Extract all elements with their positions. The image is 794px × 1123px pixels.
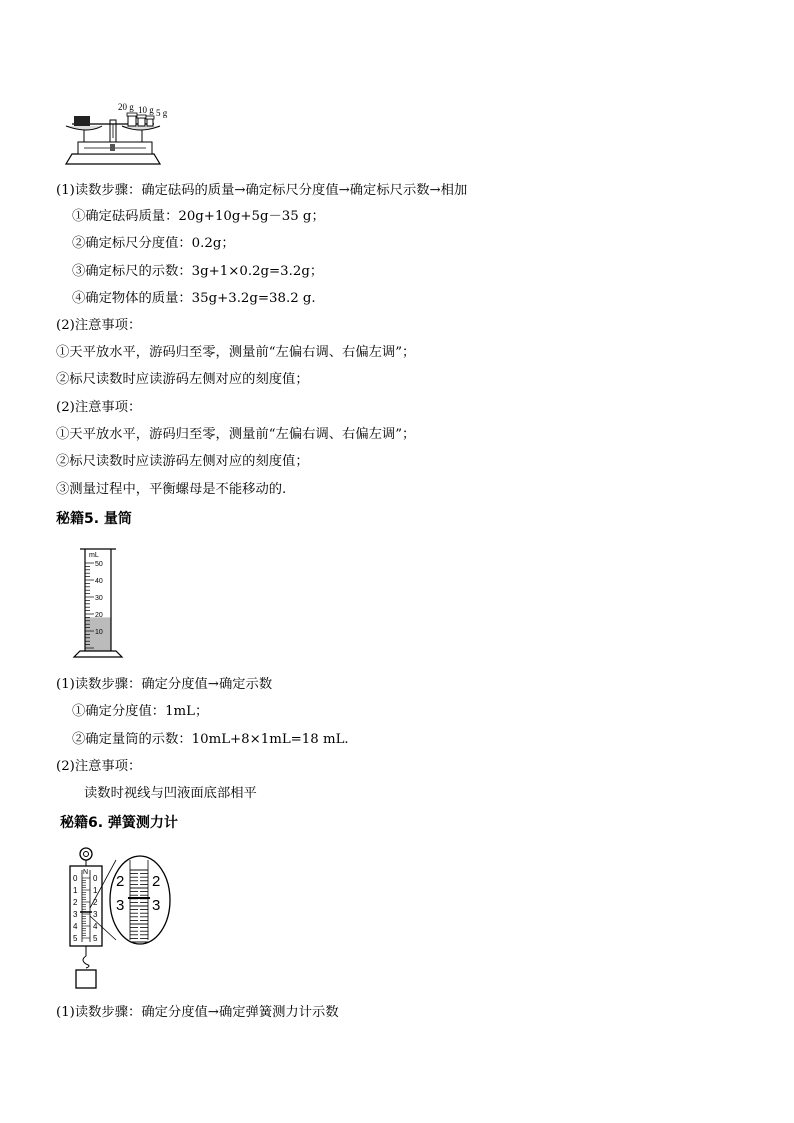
cylinder-unit-label: mL (89, 552, 99, 559)
cylinder-note: 读数时视线与凹液面底部相平 (84, 786, 257, 801)
weight-label: 10 g (138, 105, 154, 115)
zoom-label: 3 (116, 897, 125, 914)
cylinder-steps-title: (1)读数步骤：确定分度值→确定示数 (56, 677, 273, 692)
spring-scale-figure (64, 846, 172, 992)
spring-scale-label: 1 (73, 886, 78, 895)
cylinder-scale-label: 50 (95, 561, 103, 568)
spring-scale-label: 5 (93, 934, 98, 943)
balance-step: ②确定标尺分度值：0.2g； (72, 236, 235, 251)
cylinder-step: ①确定分度值：1mL； (72, 704, 209, 719)
spring-scale-label: 4 (93, 922, 98, 931)
cylinder-scale-label: 20 (95, 612, 103, 619)
spring-scale-label: 4 (73, 922, 78, 931)
zoom-label: 2 (116, 873, 125, 890)
cylinder-scale-label: 40 (95, 578, 103, 585)
section-heading-spring-scale: 秘籍6. 弹簧测力计 (60, 815, 178, 831)
spring-scale-label: 3 (93, 910, 98, 919)
note-item: ①天平放水平，游码归至零，测量前“左偏右调、右偏左调”； (56, 427, 416, 442)
notes-title: (2)注意事项： (56, 400, 142, 415)
cylinder-scale-label: 10 (95, 629, 103, 636)
balance-figure (58, 98, 178, 170)
section-heading-cylinder: 秘籍5. 量筒 (56, 511, 132, 527)
spring-unit-label: N (83, 869, 89, 876)
cylinder-step: ②确定量筒的示数：10mL+8×1mL=18 mL. (72, 732, 349, 747)
balance-step: ④确定物体的质量：35g+3.2g=38.2 g. (72, 291, 316, 306)
spring-steps-title: (1)读数步骤：确定分度值→确定弹簧测力计示数 (56, 1005, 339, 1020)
balance-steps-title: (1)读数步骤：确定砝码的质量→确定标尺分度值→确定标尺示数→相加 (56, 183, 468, 198)
notes-title: (2)注意事项： (56, 759, 142, 774)
spring-scale-label: 2 (73, 898, 78, 907)
zoom-label: 3 (152, 897, 161, 914)
note-item: ②标尺读数时应读游码左侧对应的刻度值； (56, 372, 309, 387)
balance-step: ③确定标尺的示数：3g+1×0.2g=3.2g； (72, 264, 324, 279)
spring-scale-label: 3 (73, 910, 78, 919)
spring-scale-label: 5 (73, 934, 78, 943)
weight-label: 20 g (118, 102, 134, 112)
note-item: ②标尺读数时应读游码左侧对应的刻度值； (56, 454, 309, 469)
notes-title: (2)注意事项： (56, 318, 142, 333)
spring-scale-label: 0 (93, 874, 98, 883)
weight-label: 5 g (156, 108, 168, 118)
spring-scale-label: 0 (73, 874, 78, 883)
note-item: ①天平放水平，游码归至零，测量前“左偏右调、右偏左调”； (56, 345, 416, 360)
spring-scale-label: 1 (93, 886, 98, 895)
balance-step: ①确定砝码质量：20g+10g+5g－35 g； (72, 209, 325, 224)
measuring-cylinder-figure (70, 545, 126, 663)
spring-scale-label: 2 (93, 898, 98, 907)
note-item: ③测量过程中，平衡螺母是不能移动的. (56, 482, 287, 497)
zoom-label: 2 (152, 873, 161, 890)
cylinder-scale-label: 30 (95, 595, 103, 602)
